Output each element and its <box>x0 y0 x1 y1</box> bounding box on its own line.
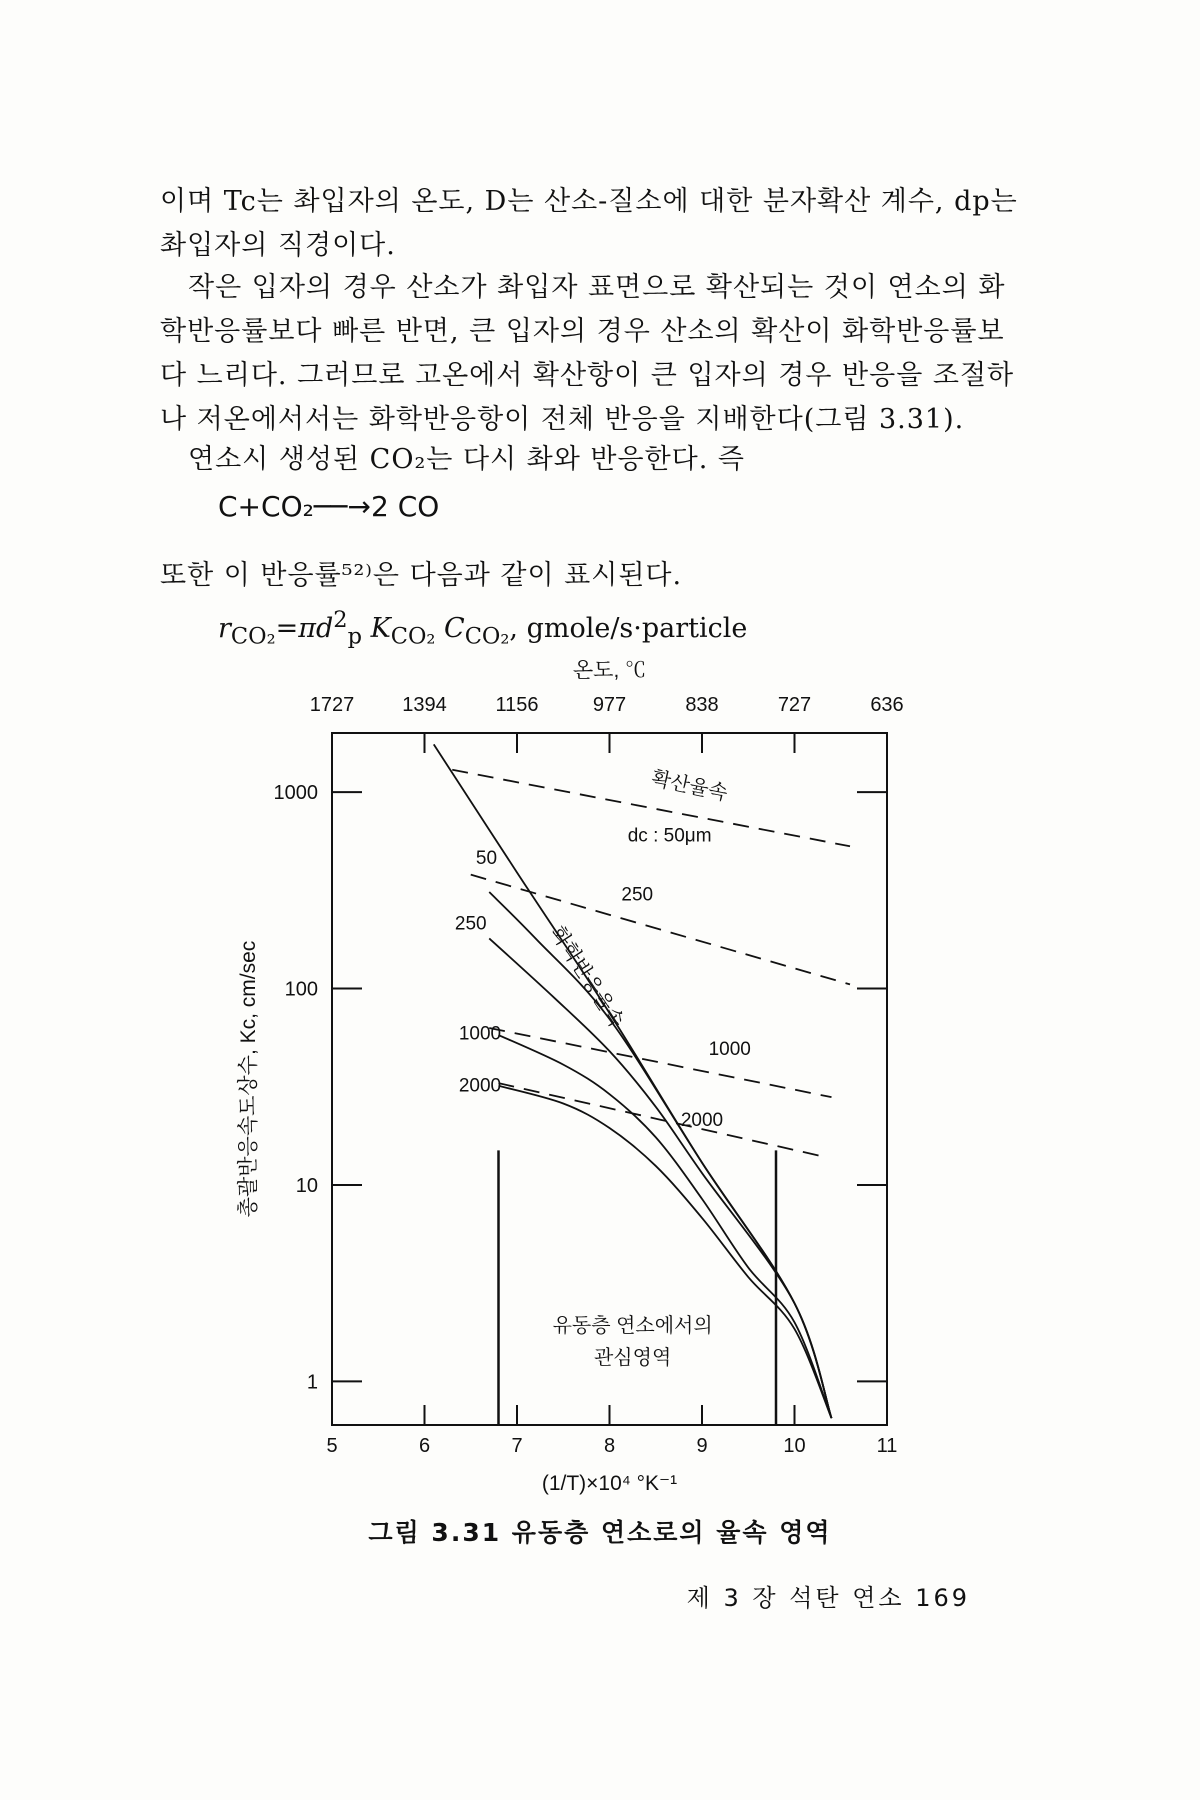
reaction-equation: C+CO₂──→2 CO <box>218 490 440 523</box>
eq-k: K <box>370 613 391 644</box>
top-tick-label-6: 636 <box>870 694 904 716</box>
eq-mid-sup: 2 <box>333 607 348 633</box>
y-tick-label-0: 1 <box>306 1371 318 1394</box>
particle-size-label: dc : 50μm <box>627 825 712 847</box>
top-tick-label-2: 1156 <box>495 694 539 716</box>
paragraph-1: 이며 Tc는 촤입자의 온도, D는 산소-질소에 대한 분자확산 계수, dp는 촤입자의 직경이다. <box>160 186 1018 261</box>
y-tick-label-1: 10 <box>295 1174 318 1197</box>
diffusion-group-label: 확산율속 <box>649 767 730 806</box>
top-tick-label-5: 727 <box>777 694 812 716</box>
x-tick-label-3: 8 <box>603 1435 616 1457</box>
eq-mid-sub: p <box>347 623 362 650</box>
eq-c: C <box>444 613 465 644</box>
x-tick-label-5: 10 <box>783 1435 806 1457</box>
y-tick-label-3: 1000 <box>273 782 318 805</box>
combined-label-50: 50 <box>475 848 498 870</box>
top-tick-label-4: 838 <box>685 694 719 716</box>
top-tick-label-3: 977 <box>592 694 627 716</box>
x-axis-label: (1/T)×10⁴ °K⁻¹ <box>541 1472 678 1495</box>
y-axis-label: 총괄반응속도상수, Kc, cm/sec <box>237 940 260 1218</box>
x-tick-label-1: 6 <box>418 1435 431 1457</box>
kinetic-label: 화학반응율속 <box>545 922 628 1032</box>
eq-units: gmole/s·particle <box>526 613 748 644</box>
figure-caption: 그림 3.31 유동층 연소로의 율속 영역 <box>368 1518 832 1547</box>
paragraph-3: 연소시 생성된 CO₂는 다시 촤와 반응한다. 즉 <box>188 444 746 475</box>
x-tick-label-0: 5 <box>326 1435 338 1457</box>
eq-r-sub: CO₂ <box>230 623 276 650</box>
eq-c-sub: CO₂ <box>464 623 510 650</box>
x-tick-label-4: 9 <box>696 1435 708 1457</box>
diffusion-line-1000 <box>489 1028 831 1097</box>
paragraph-2: 작은 입자의 경우 산소가 촤입자 표면으로 확산되는 것이 연소의 화학반응률보다 빠른 반면, 큰 입자의 경우 산소의 확산이 화학반응률보다 느리다. 그러므로 고온에서 확산항이 큰 입자의 경우 반응을 조절하나 저온에서서는 화학반응항이 전체 반응을 지배한다(그림 3.31). <box>160 272 1015 435</box>
rate-equation: $r_{CO_2}=\pi d^2_p$ $K_{CO_2}$ $C_{CO_2}$, gmole/s·particle <box>218 607 748 650</box>
region-label-line-0: 유동층 연소에서의 <box>552 1315 713 1337</box>
diffusion-label-2000: 2000 <box>680 1109 724 1131</box>
combined-label-250: 250 <box>454 913 487 935</box>
top-axis-label: 온도, ℃ <box>572 659 647 682</box>
y-tick-label-2: 100 <box>284 978 318 1001</box>
x-tick-label-6: 11 <box>876 1435 898 1457</box>
x-tick-label-2: 7 <box>511 1435 523 1457</box>
eq-r: r <box>218 613 231 644</box>
top-tick-label-1: 1394 <box>402 694 447 716</box>
region-label-line-1: 관심영역 <box>593 1347 672 1369</box>
combined-label-2000: 2000 <box>458 1075 502 1097</box>
diffusion-label-1000: 1000 <box>708 1038 751 1060</box>
paragraph-4: 또한 이 반응률⁵²⁾은 다음과 같이 표시된다. <box>160 560 683 591</box>
combined-curve-50 <box>489 892 831 1418</box>
page-footer: 제 3 장 석탄 연소 169 <box>686 1584 970 1612</box>
top-tick-label-0: 1727 <box>309 694 355 716</box>
diffusion-label-250: 250 <box>621 884 654 906</box>
eq-k-sub: CO₂ <box>390 623 436 650</box>
eq-mid: =πd <box>275 613 334 644</box>
combined-label-1000: 1000 <box>458 1023 502 1045</box>
